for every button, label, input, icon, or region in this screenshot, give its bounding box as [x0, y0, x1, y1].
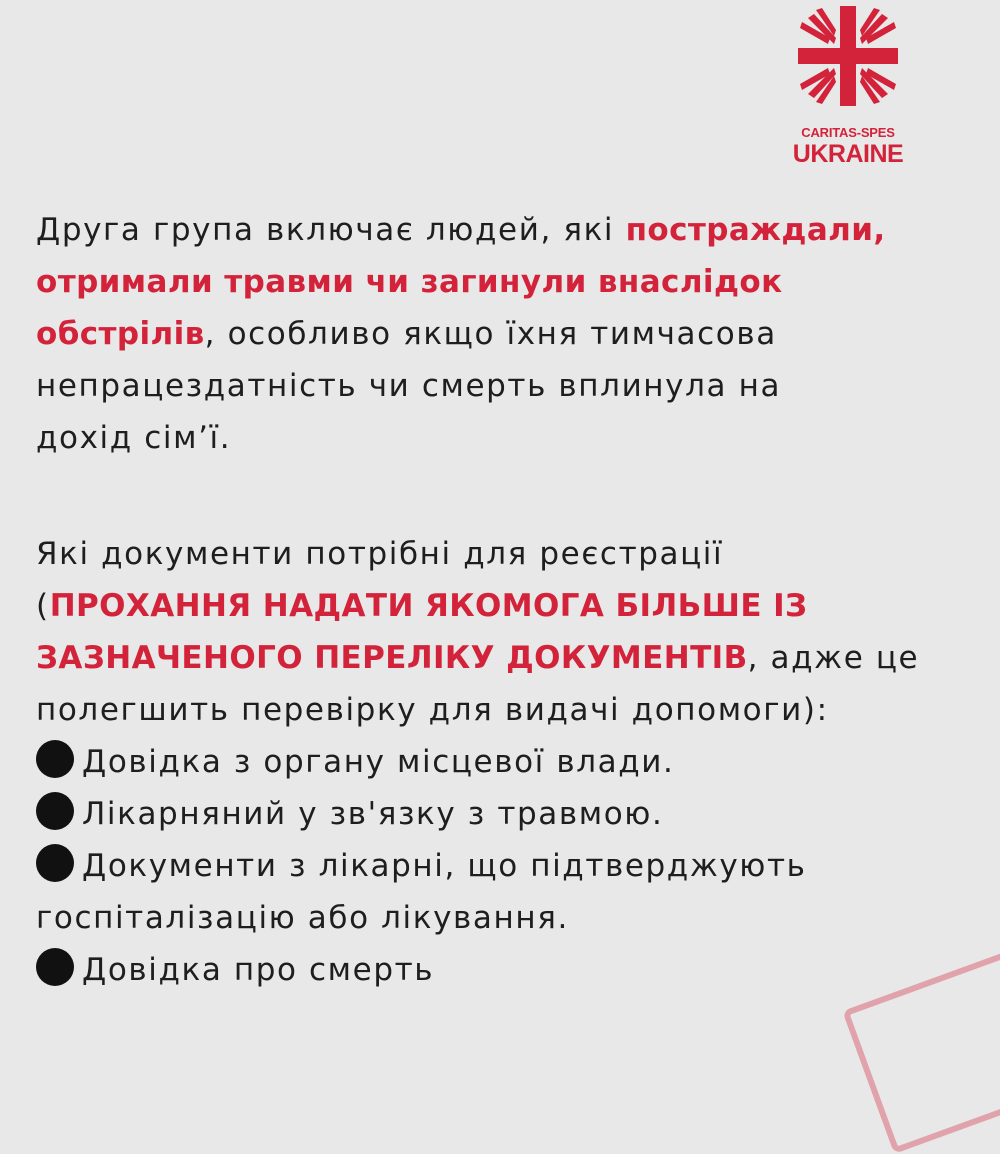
line-3: [36, 308, 986, 360]
list-item: [36, 840, 986, 892]
text-fragment: , адже це: [747, 640, 920, 676]
line-4: [36, 684, 986, 736]
list-item: [36, 944, 986, 996]
text-fragment: полегшить перевірку для видачі допомоги):: [36, 692, 829, 728]
highlight-fragment: ЗАЗНАЧЕНОГО ПЕРЕЛІКУ ДОКУМЕНТІВ: [36, 640, 748, 676]
bullet-icon: [36, 740, 74, 778]
highlight-fragment: отримали травми чи загинули внаслідок: [36, 264, 783, 300]
line-4: [36, 360, 986, 412]
line-2: [36, 256, 986, 308]
list-item: [36, 736, 986, 788]
line-2: [36, 580, 986, 632]
caritas-cross-icon: [794, 4, 902, 116]
line-1: [36, 528, 986, 580]
list-item-continuation: [36, 892, 986, 944]
text-fragment: дохід сім’ї.: [36, 420, 232, 456]
bullet-icon: [36, 792, 74, 830]
line-3: [36, 632, 986, 684]
documents-list: [36, 736, 986, 996]
list-item-text: госпіталізацію або лікування.: [36, 900, 569, 936]
list-item: [36, 788, 986, 840]
bullet-icon: [36, 948, 74, 986]
highlight-fragment: ПРОХАННЯ НАДАТИ ЯКОМОГА БІЛЬШЕ ІЗ: [49, 588, 808, 624]
list-item-text: Лікарняний у зв'язку з травмою.: [82, 796, 664, 832]
paragraph-eligibility: [36, 204, 986, 464]
line-5: [36, 412, 986, 464]
text-fragment: (: [36, 588, 50, 624]
text-fragment: Які документи потрібні для реєстрації: [36, 536, 724, 572]
caritas-spes-logo: [786, 4, 910, 170]
highlight-fragment: обстрілів: [36, 316, 205, 352]
logo-text-caritas-spes: CARITAS-SPES: [801, 125, 895, 140]
paragraph-documents: [36, 528, 986, 996]
highlight-fragment: постраждали,: [625, 212, 886, 248]
list-item-text: Документи з лікарні, що підтверджують: [82, 848, 807, 884]
text-fragment: , особливо якщо їхня тимчасова: [204, 316, 777, 352]
line-1: [36, 204, 986, 256]
text-fragment: Друга група включає людей, які: [36, 212, 626, 248]
list-item-text: Довідка про смерть: [82, 952, 435, 988]
text-fragment: непрацездатність чи смерть вплинула на: [36, 368, 782, 404]
list-item-text: Довідка з органу місцевої влади.: [82, 744, 675, 780]
logo-text-ukraine: UKRAINE: [792, 140, 904, 168]
bullet-icon: [36, 844, 74, 882]
